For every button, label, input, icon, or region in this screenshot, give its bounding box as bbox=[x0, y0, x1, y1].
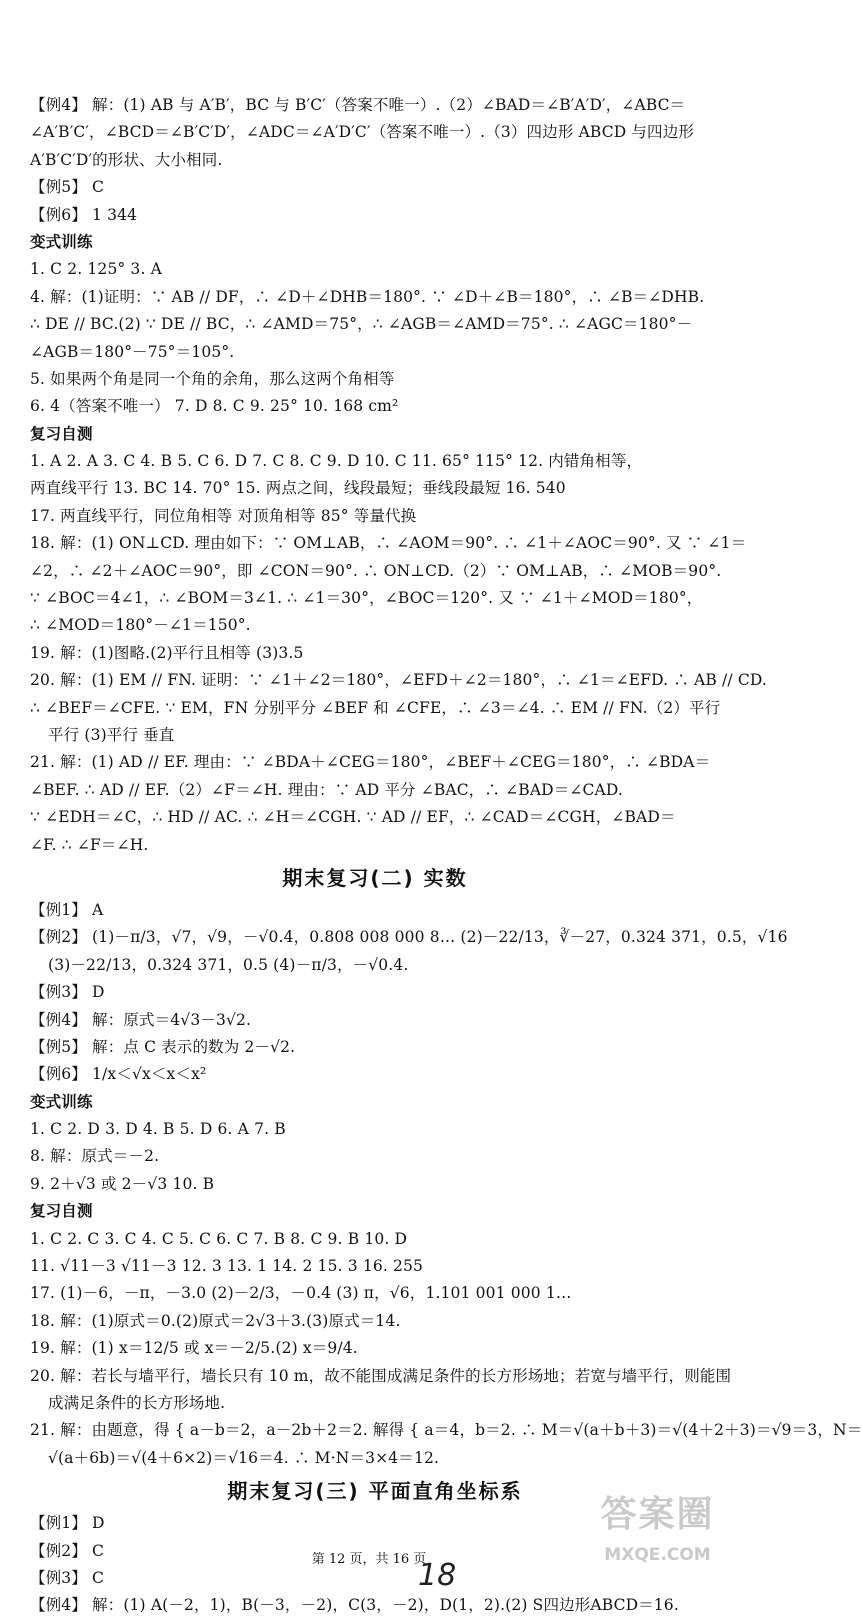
answer-line: 【例4】 解：原式＝4√3－3√2. bbox=[30, 1010, 252, 1029]
answer-line: 20. 解：若长与墙平行，墙长只有 10 m，故不能围成满足条件的长方形场地；若宽与墙平行，则能围 bbox=[30, 1366, 732, 1385]
answer-line: 【例2】 C bbox=[30, 1541, 105, 1560]
answer-line: ∠BEF. ∴ AD // EF.（2）∠F＝∠H. 理由：∵ AD 平分 ∠BAC，∴ ∠BAD＝∠CAD. bbox=[30, 780, 623, 799]
answer-content bbox=[30, 92, 862, 1620]
answer-line: 【例1】 A bbox=[30, 900, 104, 919]
answer-line: 【例5】 C bbox=[30, 178, 105, 197]
chapter-title: 期末复习(三) 平面直角坐标系 bbox=[227, 1479, 523, 1504]
answer-line: 17. 两直线平行，同位角相等 对顶角相等 85° 等量代换 bbox=[30, 506, 417, 525]
answer-line: 【例6】 1 344 bbox=[30, 205, 138, 224]
answer-line: 两直线平行 13. BC 14. 70° 15. 两点之间，线段最短；垂线段最短 16. 540 bbox=[30, 479, 566, 498]
answer-line: ∠AGB＝180°－75°＝105°. bbox=[30, 342, 235, 361]
answer-line: 【例3】 C bbox=[30, 1568, 105, 1587]
answer-line: 18. 解：(1) ON⊥CD. 理由如下：∵ OM⊥AB，∴ ∠AOM＝90°. ∴ ∠1＋∠AOC＝90°. 又 ∵ ∠1＝ bbox=[30, 534, 747, 553]
answer-line: 18. 解：(1)原式＝0.(2)原式＝2√3＋3.(3)原式＝14. bbox=[30, 1311, 401, 1330]
answer-line: 1. C 2. D 3. D 4. B 5. D 6. A 7. B bbox=[30, 1120, 286, 1139]
answer-line-continued: √(a＋6b)＝√(4＋6×2)＝√16＝4. ∴ M·N＝3×4＝12. bbox=[48, 1448, 440, 1467]
answer-line: ∴ DE // BC.(2) ∵ DE // BC，∴ ∠AMD＝75°，∴ ∠AGB＝∠AMD＝75°. ∴ ∠AGC＝180°－ bbox=[30, 315, 693, 334]
answer-line: ∠A′B′C′，∠BCD＝∠B′C′D′，∠ADC＝∠A′D′C′（答案不唯一）.（3）四边形 ABCD 与四边形 bbox=[30, 123, 695, 142]
section-heading: 变式训练 bbox=[30, 232, 93, 251]
answer-line: 11. √11－3 √11－3 12. 3 13. 1 14. 2 15. 3 16. 255 bbox=[30, 1257, 424, 1276]
answer-line-continued: 成满足条件的长方形场地. bbox=[48, 1393, 226, 1412]
answer-line-continued: 平行 (3)平行 垂直 bbox=[48, 725, 175, 744]
answer-line: 21. 解：(1) AD // EF. 理由：∵ ∠BDA＋∠CEG＝180°，∠BEF＋∠CEG＝180°，∴ ∠BDA＝ bbox=[30, 753, 711, 772]
handwritten-page-number: 18 bbox=[418, 1558, 457, 1593]
answer-line: ∴ ∠MOD＝180°－∠1＝150°. bbox=[30, 616, 251, 635]
answer-line: ∠2，∴ ∠2＋∠AOC＝90°，即 ∠CON＝90°. ∴ ON⊥CD.（2）∵ OM⊥AB，∴ ∠MOB＝90°. bbox=[30, 561, 722, 580]
answer-line: 【例2】 (1)－π/3，√7，√9，－√0.4，0.808 008 000 8… (2)－22/13，∛－27，0.324 371，0.5，√16 bbox=[30, 928, 788, 947]
answer-line: A′B′C′D′的形状、大小相同. bbox=[30, 150, 223, 169]
answer-line: 1. A 2. A 3. C 4. B 5. C 6. D 7. C 8. C 9. D 10. C 11. 65° 115° 12. 内错角相等， bbox=[30, 452, 643, 471]
answer-line: 【例4】 解：(1) AB 与 A′B′，BC 与 B′C′（答案不唯一）.（2）∠BAD＝∠B′A′D′，∠ABC＝ bbox=[30, 96, 686, 114]
answer-line: ∴ ∠BEF＝∠CFE. ∵ EM，FN 分别平分 ∠BEF 和 ∠CFE，∴ ∠3＝∠4. ∴ EM // FN.（2）平行 bbox=[30, 698, 721, 717]
watermark-url: MXQE.COM bbox=[604, 1545, 711, 1565]
answer-line: 21. 解：由题意，得 { a－b＝2，a－2b＋2＝2. 解得 { a＝4，b＝2. ∴ M＝√(a＋b＋3)＝√(4＋2＋3)＝√9＝3，N＝ bbox=[30, 1421, 862, 1440]
answer-line-continued: (3)－22/13，0.324 371，0.5 (4)－π/3，－√0.4. bbox=[48, 955, 409, 974]
watermark-text: 答案圈 bbox=[600, 1494, 715, 1535]
answer-line: ∵ ∠BOC＝4∠1，∴ ∠BOM＝3∠1. ∴ ∠1＝30°，∠BOC＝120°. 又 ∵ ∠1＋∠MOD＝180°， bbox=[30, 589, 703, 608]
answer-line: 【例1】 D bbox=[30, 1514, 105, 1533]
answer-line: 8. 解：原式＝－2. bbox=[30, 1147, 160, 1166]
answer-line: 5. 如果两个角是同一个角的余角，那么这两个角相等 bbox=[30, 369, 395, 388]
section-heading: 复习自测 bbox=[30, 1202, 93, 1221]
answer-line: 【例4】 解：(1) A(－2，1)，B(－3，－2)，C(3，－2)，D(1，2).(2) S四边形ABCD＝16. bbox=[30, 1596, 679, 1615]
section-heading: 复习自测 bbox=[30, 424, 93, 443]
watermark-logo bbox=[590, 1485, 725, 1590]
answer-line: 19. 解：(1)图略.(2)平行且相等 (3)3.5 bbox=[30, 643, 304, 662]
chapter-title: 期末复习(二) 实数 bbox=[282, 865, 468, 890]
answer-line: 19. 解：(1) x＝12/5 或 x＝－2/5.(2) x＝9/4. bbox=[30, 1339, 358, 1358]
answer-line: 20. 解：(1) EM // FN. 证明：∵ ∠1＋∠2＝180°，∠EFD＋∠2＝180°，∴ ∠1＝∠EFD. ∴ AB // CD. bbox=[30, 671, 767, 690]
answer-line: 1. C 2. 125° 3. A bbox=[30, 260, 162, 279]
answer-line: 4. 解：(1)证明：∵ AB // DF，∴ ∠D＋∠DHB＝180°. ∵ ∠D＋∠B＝180°，∴ ∠B＝∠DHB. bbox=[30, 287, 705, 306]
section-heading: 变式训练 bbox=[30, 1092, 93, 1111]
answer-line: 【例3】 D bbox=[30, 983, 105, 1002]
page-footer: 第 12 页，共 16 页 bbox=[311, 1552, 427, 1567]
answer-line: ∵ ∠EDH＝∠C，∴ HD // AC. ∴ ∠H＝∠CGH. ∵ AD // EF，∴ ∠CAD＝∠CGH，∠BAD＝ bbox=[30, 808, 676, 827]
answer-line: 【例6】 1/x＜√x＜x＜x² bbox=[30, 1065, 207, 1084]
answer-line: 1. C 2. C 3. C 4. C 5. C 6. C 7. B 8. C 9. B 10. D bbox=[30, 1229, 408, 1248]
answer-line: 9. 2＋√3 或 2－√3 10. B bbox=[30, 1174, 215, 1193]
answer-line: 6. 4（答案不唯一） 7. D 8. C 9. 25° 10. 168 cm² bbox=[30, 397, 399, 416]
answer-line: 【例5】 解：点 C 表示的数为 2－√2. bbox=[30, 1037, 296, 1056]
answer-line: ∠F. ∴ ∠F＝∠H. bbox=[30, 835, 149, 854]
answer-line: 17. (1)－6，－π，－3.0 (2)－2/3，－0.4 (3) π，√6，1.101 001 000 1… bbox=[30, 1284, 572, 1303]
